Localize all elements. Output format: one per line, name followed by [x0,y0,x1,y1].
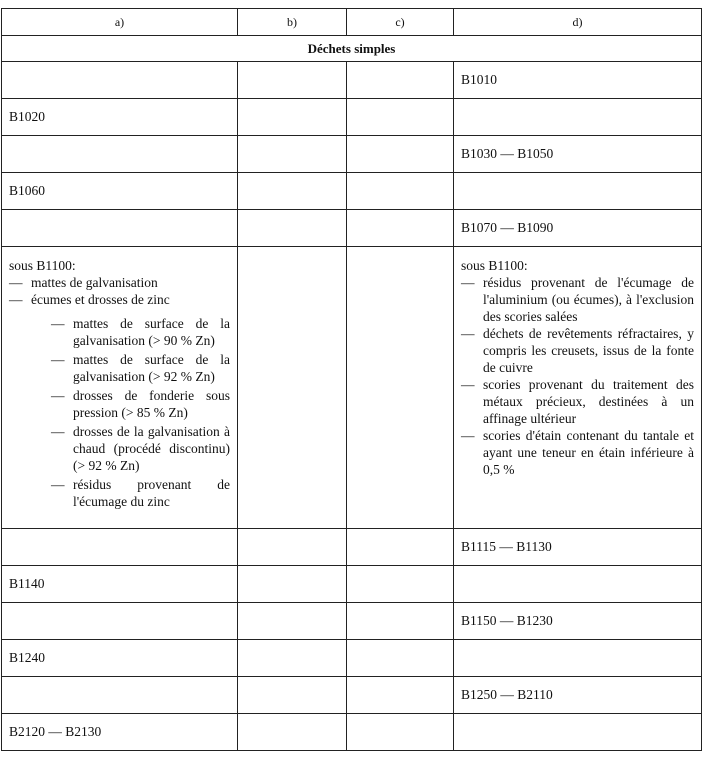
table-row [2,566,702,603]
cell-b [238,677,347,714]
cell-a [2,210,238,247]
cell-a [2,529,238,566]
column-header-b: b) [238,9,347,36]
cell-a [2,603,238,640]
cell-b [238,640,347,677]
cell-c [347,99,454,136]
cell-c [347,173,454,210]
sub-list-item: — drosses de la galvanisation à chaud (procédé discontinu) (> 92 % Zn) [51,423,230,474]
cell-a-b1100 [2,247,238,529]
cell-d-b1100 [454,247,702,529]
cell-c [347,62,454,99]
cell-d [454,173,702,210]
list-item: — mattes de galvanisation [9,274,230,291]
table-row [2,640,702,677]
header-row [2,9,702,36]
table-row [2,603,702,640]
table-row [2,714,702,751]
cell-c [347,136,454,173]
cell-b [238,529,347,566]
cell-d [454,640,702,677]
list-item-with-sublist [9,291,230,510]
cell-a: B1020 [2,99,238,136]
cell-c [347,714,454,751]
cell-c [347,566,454,603]
sub-list-item: — mattes de surface de la galvanisation (> 90 % Zn) [51,315,230,349]
cell-b [238,210,347,247]
cell-b [238,603,347,640]
cell-b [238,62,347,99]
table-row [2,136,702,173]
d-item-list [461,274,694,478]
cell-d: B1115 — B1130 [454,529,702,566]
section-title: Déchets simples [2,36,702,62]
d-intro: sous B1100: [461,258,528,273]
cell-b [238,566,347,603]
cell-d [454,99,702,136]
cell-a: B1240 [2,640,238,677]
cell-a [2,677,238,714]
cell-b [238,136,347,173]
cell-a: B1140 [2,566,238,603]
cell-c [347,529,454,566]
list-item-label: écumes et drosses de zinc [31,292,170,307]
cell-c [347,677,454,714]
list-item: — déchets de revêtements réfractaires, y compris les creusets, issus de la fonte de cuivre [461,325,694,376]
cell-b [238,99,347,136]
cell-c [347,640,454,677]
cell-c [347,247,454,529]
table-row [2,62,702,99]
table-row [2,529,702,566]
table-row [2,173,702,210]
cell-c [347,603,454,640]
cell-d: B1030 — B1050 [454,136,702,173]
sub-list-item: — résidus provenant de l'écumage du zinc [51,476,230,510]
cell-d: B1250 — B2110 [454,677,702,714]
cell-a [2,62,238,99]
a-intro: sous B1100: [9,258,76,273]
waste-classification-table [1,8,702,751]
cell-d: B1150 — B1230 [454,603,702,640]
cell-d: B1010 [454,62,702,99]
a-item-list [9,274,230,510]
column-header-a: a) [2,9,238,36]
column-header-c: c) [347,9,454,36]
list-item: — résidus provenant de l'écumage de l'aluminium (ou écumes), à l'exclusion des scories salées [461,274,694,325]
cell-a: B1060 [2,173,238,210]
table-row [2,99,702,136]
cell-b [238,714,347,751]
cell-c [347,210,454,247]
sub-list-item: — mattes de surface de la galvanisation (> 92 % Zn) [51,351,230,385]
table-row-b1100 [2,247,702,529]
table-row [2,677,702,714]
section-row [2,36,702,62]
cell-b [238,247,347,529]
cell-d [454,566,702,603]
cell-d [454,714,702,751]
cell-b [238,173,347,210]
a-subitem-list [31,315,230,510]
list-item: — scories provenant du traitement des métaux précieux, destinées à un affinage ultérieur [461,376,694,427]
cell-a: B2120 — B2130 [2,714,238,751]
sub-list-item: — drosses de fonderie sous pression (> 85 % Zn) [51,387,230,421]
cell-d: B1070 — B1090 [454,210,702,247]
list-item: — scories d'étain contenant du tantale et ayant une teneur en étain inférieure à 0,5 % [461,427,694,478]
cell-a [2,136,238,173]
column-header-d: d) [454,9,702,36]
table-row [2,210,702,247]
